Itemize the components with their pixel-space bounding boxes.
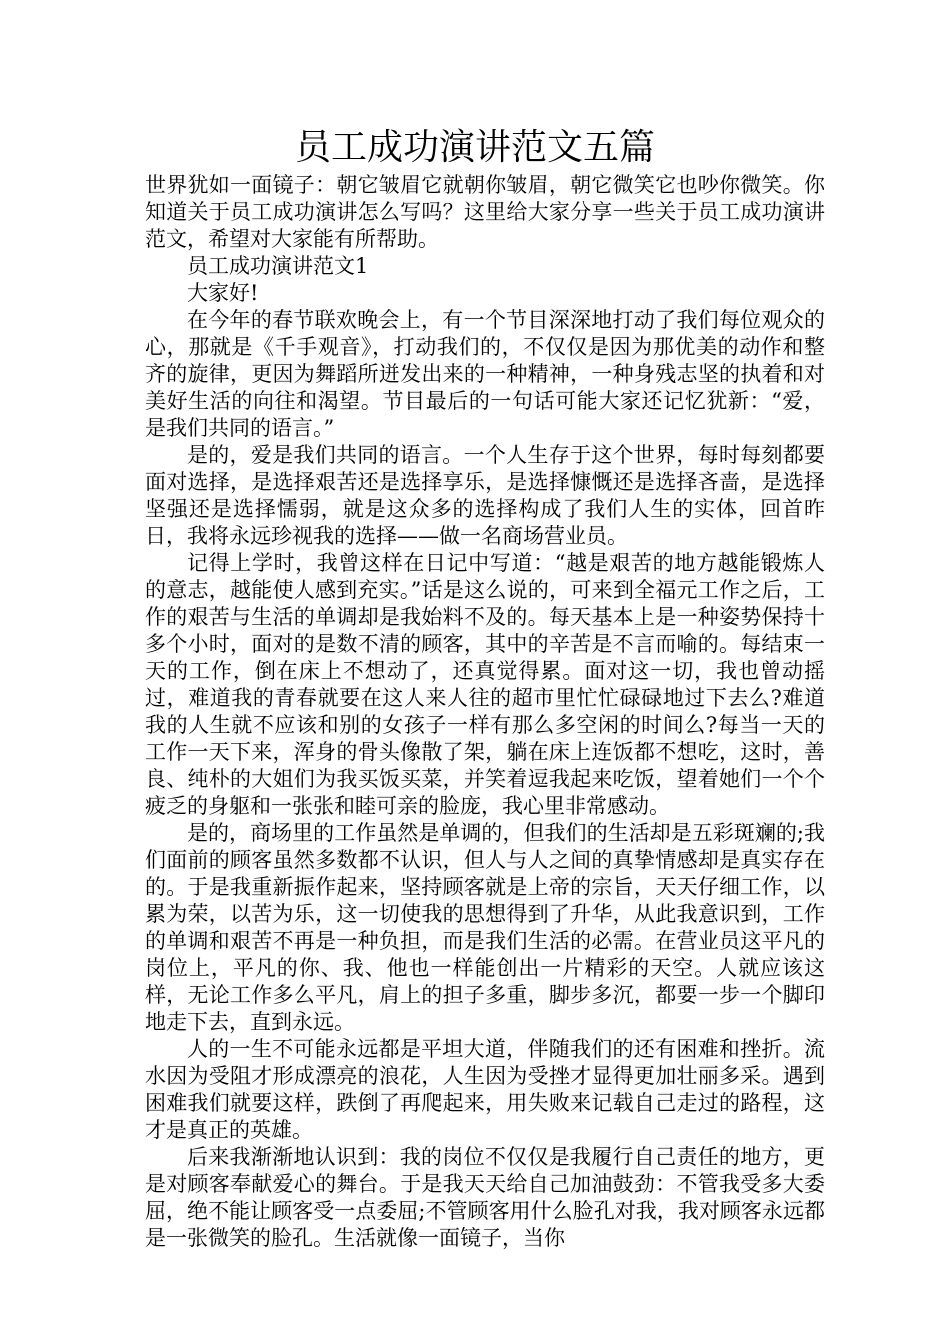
body-paragraph: 记得上学时，我曾这样在日记中写道：“越是艰苦的地方越能锻炼人的意志，越能使人感到充实。”话是这么说的，可来到全福元工作之后，工作的艰苦与生活的单调却是我始料不及的。每天基本上是一种姿势保持十多个小时，面对的是数不清的顾客，其中的辛苦是不言而喻的。每结束一天的工作，倒在床上不想动了，还真觉得累。面对这一切，我也曾动摇过，难道我的青春就要在这人来人往的超市里忙忙碌碌地过下去么?难道我的人生就不应该和别的女孩子一样有那么多空闲的时间么?每当一天的工作一天下来，浑身的骨头像散了架，躺在床上连饭都不想吃，这时，善良、纯朴的大姐们为我买饭买菜，并笑着逗我起来吃饭，望着她们一个个疲乏的身躯和一张张和睦可亲的脸庞，我心里非常感动。 bbox=[145, 551, 825, 818]
body-paragraph: 人的一生不可能永远都是平坦大道，伴随我们的还有困难和挫折。流水因为受阻才形成漂亮的浪花，人生因为受挫才显得更加壮丽多采。遇到困难我们就要这样，跌倒了再爬起来，用失败来记载自己走过的路程，这才是真正的英雄。 bbox=[145, 1037, 825, 1142]
section-heading: 员工成功演讲范文1 bbox=[187, 254, 369, 278]
greeting-line: 大家好! bbox=[187, 281, 259, 305]
body-paragraph: 后来我渐渐地认识到：我的岗位不仅仅是我履行自己责任的地方，更是对顾客奉献爱心的舞台。于是我天天给自己加油鼓劲：不管我受多大委屈，绝不能让顾客受一点委屈;不管顾客用什么脸孔对我，我对顾客永远都是一张微笑的脸孔。生活就像一面镜子，当你 bbox=[145, 1145, 825, 1250]
body-paragraph: 是的，商场里的工作虽然是单调的，但我们的生活却是五彩斑斓的;我们面前的顾客虽然多数都不认识，但人与人之间的真挚情感却是真实存在的。于是我重新振作起来，坚持顾客就是上帝的宗旨，天天仔细工作，以累为荣，以苦为乐，这一切使我的思想得到了升华，从此我意识到，工作的单调和艰苦不再是一种负担，而是我们生活的必需。在营业员这平凡的岗位上，平凡的你、我、他也一样能创出一片精彩的天空。人就应该这样，无论工作多么平凡，肩上的担子多重，脚步多沉，都要一步一个脚印地走下去，直到永远。 bbox=[145, 821, 825, 1034]
body-paragraph: 是的，爱是我们共同的语言。一个人生存于这个世界，每时每刻都要面对选择，是选择艰苦还是选择享乐，是选择慷慨还是选择吝啬，是选择坚强还是选择懦弱，就是这众多的选择构成了我们人生的实体，回首昨日，我将永远珍视我的选择——做一名商场营业员。 bbox=[145, 443, 825, 548]
document-body bbox=[145, 172, 825, 1252]
intro-paragraph: 世界犹如一面镜子：朝它皱眉它就朝你皱眉，朝它微笑它也吵你微笑。你知道关于员工成功演讲怎么写吗？这里给大家分享一些关于员工成功演讲范文，希望对大家能有所帮助。 bbox=[145, 173, 825, 251]
body-paragraph: 在今年的春节联欢晚会上，有一个节目深深地打动了我们每位观众的心，那就是《千手观音》，打动我们的，不仅仅是因为那优美的动作和整齐的旋律，更因为舞蹈所迸发出来的一种精神，一种身残志坚的执着和对美好生活的向往和渴望。节目最后的一句话可能大家还记忆犹新：“爱，是我们共同的语言。” bbox=[145, 308, 825, 440]
document-title: 员工成功演讲范文五篇 bbox=[294, 127, 655, 168]
